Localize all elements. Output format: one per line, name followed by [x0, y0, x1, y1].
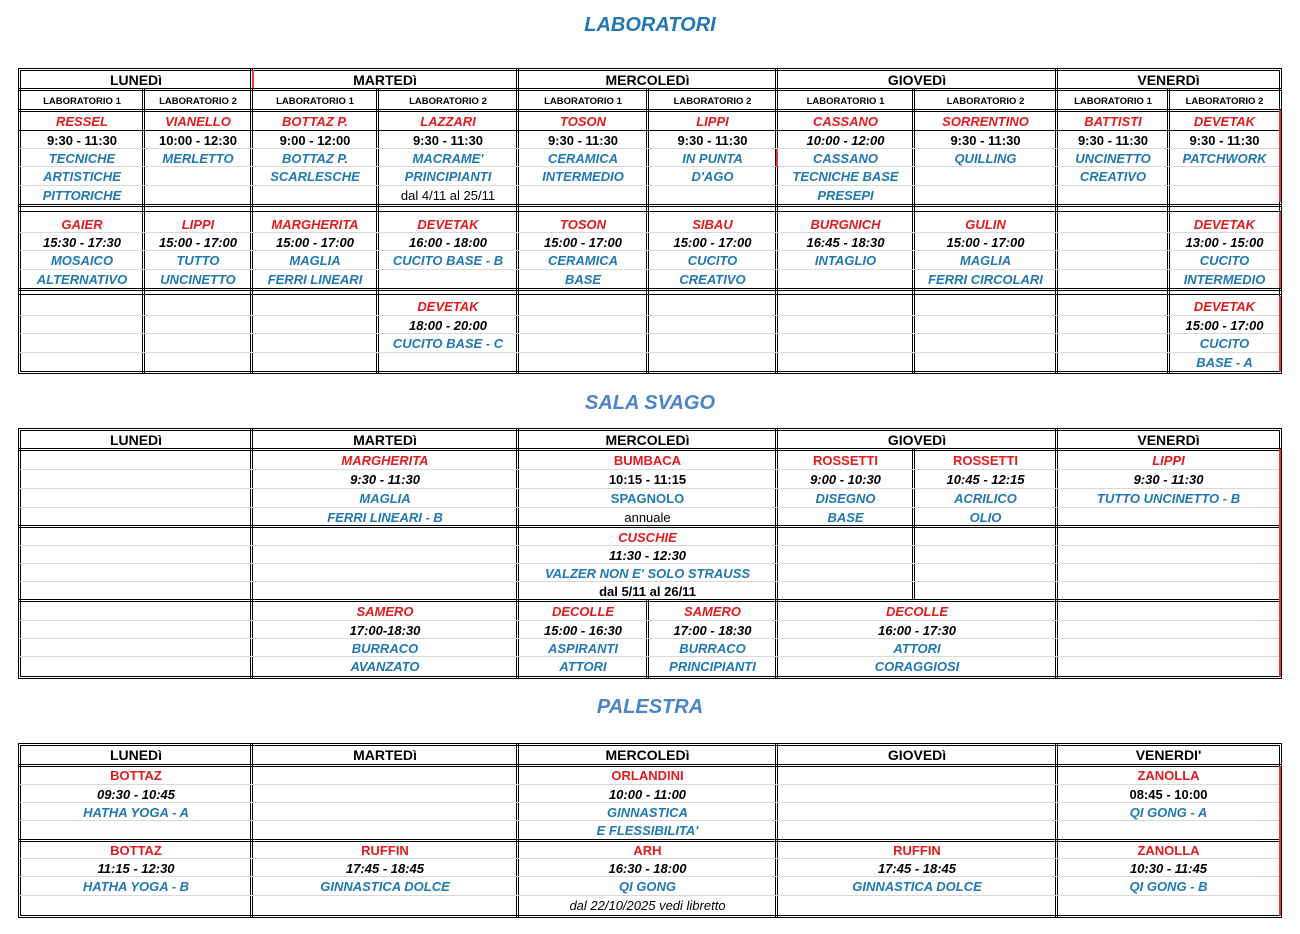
lab-entry: CUCITO — [1199, 252, 1250, 268]
lab-subheader: LABORATORIO 2 — [946, 95, 1025, 107]
lab-entry: 9:30 - 11:30 — [46, 132, 118, 148]
grid-line — [20, 563, 1280, 564]
lab-entry: 15:30 - 17:30 — [42, 234, 122, 250]
grid-line — [775, 743, 778, 918]
lab-entry — [1169, 186, 1280, 205]
lab-entry: 16:45 - 18:30 — [806, 234, 885, 250]
lab-entry: MARGHERITA — [271, 216, 359, 232]
lab-entry: DEVETAK — [1193, 298, 1256, 314]
grid-line — [20, 545, 1280, 546]
lab-entry: BASE - A — [1196, 354, 1253, 370]
grid-line — [18, 109, 1282, 112]
red-edge-mark — [1279, 296, 1281, 372]
grid-line — [18, 839, 1282, 842]
sala-entry: ROSSETTI — [812, 453, 878, 468]
palestra-entry — [1057, 821, 1280, 840]
grid-line — [20, 638, 1280, 639]
sala-entry: ACRILICO — [954, 491, 1017, 506]
lab-entry: CUCITO BASE - C — [392, 335, 504, 351]
lab-entry: DEVETAK — [417, 298, 479, 314]
lab-entry: INTERMEDIO — [542, 168, 624, 184]
lab-entry: BURGNICH — [810, 216, 881, 232]
lab-entry: 13:00 - 15:00 — [1185, 234, 1264, 250]
lab-entry: CASSANO — [812, 113, 878, 129]
lab-subheader: LABORATORIO 2 — [1185, 95, 1264, 107]
day-header-lun: LUNEDì — [109, 431, 163, 448]
sala-entry: VALZER NON E' SOLO STRAUSS — [544, 566, 751, 581]
lab-entry: ARTISTICHE — [43, 168, 121, 184]
palestra-entry: E FLESSIBILITA' — [596, 822, 699, 838]
sala-entry: ATTORI — [559, 659, 607, 674]
palestra-entry: BOTTAZ — [110, 767, 162, 783]
lab-entry: GULIN — [965, 216, 1006, 232]
sala-entry: BURRACO — [351, 641, 419, 656]
lab-entry: 9:30 - 11:30 — [412, 132, 484, 148]
red-edge-mark — [252, 70, 254, 88]
grid-line — [1055, 743, 1058, 918]
sala-entry: SAMERO — [683, 604, 742, 619]
lab-entry: BATTISTI — [1084, 113, 1142, 129]
lab-entry — [1057, 251, 1169, 270]
grid-line — [20, 232, 1280, 233]
lab-entry — [518, 186, 648, 205]
lab-entry — [914, 186, 1057, 205]
lab-entry: SCARLESCHE — [270, 168, 360, 184]
lab-entry: CERAMICA — [547, 252, 619, 268]
lab-entry: IN PUNTA — [682, 150, 743, 166]
lab-subheader: LABORATORIO 2 — [159, 95, 237, 107]
lab-entry: FERRI CIRCOLARI — [928, 271, 1043, 287]
lab-entry: TUTTO — [176, 252, 220, 268]
lab-entry — [1169, 167, 1280, 186]
grid-line — [18, 599, 1282, 602]
sala-entry: 11:30 - 12:30 — [608, 548, 687, 563]
lab-entry: MERLETTO — [162, 150, 234, 166]
grid-line — [18, 130, 1282, 131]
lab-subheader: LABORATORIO 1 — [43, 95, 121, 107]
red-edge-mark — [776, 149, 778, 167]
grid-line — [20, 250, 1280, 251]
lab-subheader: LABORATORIO 1 — [1074, 95, 1152, 107]
palestra-entry: RUFFIN — [361, 842, 409, 858]
sala-entry: 10:45 - 12:15 — [946, 472, 1025, 487]
lab-subheader: LABORATORIO 1 — [806, 95, 885, 107]
lab-entry: 9:30 - 11:30 — [1077, 132, 1149, 148]
sala-entry: DISEGNO — [815, 491, 876, 506]
sala-entry: BURRACO — [679, 641, 746, 656]
lab-entry: PRESEPI — [817, 187, 874, 203]
sala-entry: DECOLLE — [885, 604, 949, 619]
lab-entry — [914, 167, 1057, 186]
palestra-entry: 08:45 - 10:00 — [1129, 786, 1208, 802]
sala-entry: MARGHERITA — [341, 453, 429, 468]
grid-line — [20, 620, 1280, 621]
lab-entry: 9:30 - 11:30 — [547, 132, 619, 148]
grid-line — [20, 784, 1280, 785]
lab-entry: 15:00 - 17:00 — [158, 234, 238, 250]
lab-entry — [144, 167, 252, 186]
day-header-ven2: VENERDI' — [1135, 746, 1202, 763]
grid-line — [20, 820, 1280, 821]
lab-entry: TOSON — [560, 216, 606, 232]
lab-entry — [378, 270, 518, 289]
lab-subheader: LABORATORIO 2 — [673, 95, 752, 107]
sala-entry: 15:00 - 16:30 — [543, 623, 623, 638]
lab-entry: CREATIVO — [1079, 168, 1147, 184]
palestra-entry: ZANOLLA — [1137, 767, 1200, 783]
day-header-gio: GIOVEDì — [887, 71, 947, 88]
lab-entry: INTERMEDIO — [1183, 271, 1266, 287]
grid-line — [18, 764, 1282, 767]
grid-line — [912, 449, 915, 599]
day-header-mer: MERCOLEDì — [605, 71, 690, 88]
lab-entry: BOTTAZ P. — [282, 113, 348, 129]
lab-entry — [648, 186, 777, 205]
lab-entry: 16:00 - 18:00 — [408, 234, 488, 250]
day-header-lun: LUNEDì — [109, 746, 163, 763]
grid-line — [20, 166, 1280, 167]
palestra-entry: 17:45 - 18:45 — [877, 860, 957, 876]
lab-entry: BOTTAZ P. — [282, 150, 348, 166]
lab-entry: 15:00 - 17:00 — [543, 234, 623, 250]
grid-line — [18, 525, 1282, 528]
sala-entry: dal 5/11 al 26/11 — [599, 584, 696, 599]
lab-entry: 10:00 - 12:00 — [806, 132, 885, 148]
sala-entry: DECOLLE — [551, 604, 615, 619]
red-edge-mark — [1279, 449, 1281, 677]
palestra-entry: GINNASTICA DOLCE — [320, 878, 450, 894]
title-laboratori: LABORATORI — [584, 14, 716, 36]
title-palestra: PALESTRA — [596, 696, 704, 718]
day-header-lun: LUNEDì — [109, 71, 163, 88]
lab-entry: 9:30 - 11:30 — [677, 132, 748, 148]
sala-entry: PRINCIPIANTI — [669, 659, 756, 674]
lab-entry: PATCHWORK — [1182, 150, 1267, 166]
lab-entry: 15:00 - 17:00 — [946, 234, 1025, 250]
lab-entry: CUCITO — [1199, 335, 1250, 351]
grid-line — [18, 288, 1282, 291]
sala-entry: ROSSETTI — [952, 453, 1018, 468]
sala-entry: BASE — [827, 510, 864, 525]
lab-entry: VIANELLO — [165, 113, 231, 129]
palestra-entry: GINNASTICA — [607, 804, 688, 820]
palestra-entry: HATHA YOGA - B — [82, 878, 190, 894]
lab-entry: TOSON — [560, 113, 606, 129]
lab-entry: 9:30 - 11:30 — [950, 132, 1021, 148]
grid-line — [20, 333, 1280, 334]
grid-line — [20, 876, 1280, 877]
lab-entry: CUCITO — [687, 252, 738, 268]
grid-line — [18, 204, 1282, 207]
lab-subheader: LABORATORIO 2 — [409, 95, 487, 107]
grid-line — [20, 148, 1280, 149]
grid-line — [18, 88, 1282, 91]
lab-entry: 15:00 - 17:00 — [673, 234, 752, 250]
palestra-entry — [777, 896, 1057, 915]
palestra-entry: QI GONG - B — [1129, 878, 1208, 894]
sala-entry: ASPIRANTI — [547, 641, 619, 656]
lab-entry — [1057, 233, 1169, 252]
sala-entry: SAMERO — [356, 604, 414, 619]
red-edge-mark — [1279, 766, 1281, 916]
palestra-entry: ARH — [633, 842, 662, 858]
lab-entry: 15:00 - 17:00 — [275, 234, 355, 250]
lab-entry: RESSEL — [55, 113, 108, 129]
lab-entry: LAZZARI — [420, 113, 476, 129]
sala-entry: TUTTO UNCINETTO - B — [1096, 491, 1241, 506]
lab-entry: MAGLIA — [959, 252, 1012, 268]
lab-entry: MOSAICO — [50, 252, 114, 268]
palestra-entry — [1057, 896, 1280, 915]
palestra-entry: 17:45 - 18:45 — [345, 860, 425, 876]
sala-entry: 17:00 - 18:30 — [673, 623, 752, 638]
grid-line — [20, 858, 1280, 859]
lab-entry: SIBAU — [692, 216, 733, 232]
lab-entry: UNCINETTO — [160, 271, 236, 287]
lab-entry: 9:00 - 12:00 — [279, 132, 351, 148]
sala-entry: 17:00-18:30 — [349, 623, 421, 638]
lab-entry: LIPPI — [696, 113, 729, 129]
sala-entry: 9:30 - 11:30 — [350, 472, 420, 487]
sala-entry: LIPPI — [1152, 453, 1185, 468]
lab-entry: 9:30 - 11:30 — [1189, 132, 1260, 148]
sala-entry: 9:30 - 11:30 — [1133, 472, 1204, 487]
red-edge-mark — [1279, 110, 1281, 202]
lab-entry — [1057, 215, 1169, 234]
palestra-entry: HATHA YOGA - A — [83, 804, 189, 820]
lab-entry: CASSANO — [812, 150, 878, 166]
lab-entry: UNCINETTO — [1075, 150, 1151, 166]
palestra-entry: ZANOLLA — [1137, 842, 1200, 858]
lab-entry: CUCITO BASE - B — [392, 252, 504, 268]
day-header-mar: MARTEDì — [353, 431, 417, 448]
lab-entry: GAIER — [61, 216, 103, 232]
grid-line — [20, 895, 1280, 896]
lab-entry — [1057, 186, 1169, 205]
day-header-mer: MERCOLEDì — [605, 746, 690, 763]
sala-entry: CUSCHIE — [618, 530, 677, 545]
grid-line — [18, 448, 1282, 451]
sala-entry: AVANZATO — [350, 659, 420, 674]
sala-entry: BUMBACA — [613, 453, 682, 468]
grid-line — [250, 428, 253, 679]
lab-entry: BASE — [564, 271, 602, 287]
grid-line — [1055, 68, 1058, 374]
palestra-entry: 11:15 - 12:30 — [97, 860, 175, 876]
lab-entry — [252, 186, 378, 205]
grid-line — [646, 600, 649, 679]
palestra-entry: 09:30 - 10:45 — [96, 786, 176, 802]
day-header-mar: MARTEDì — [353, 71, 417, 88]
grid-line — [20, 802, 1280, 803]
grid-line — [20, 488, 1280, 489]
day-header-mar: MARTEDì — [353, 746, 417, 763]
lab-entry: TECNICHE BASE — [792, 168, 899, 184]
lab-entry: PITTORICHE — [42, 187, 122, 203]
red-edge-mark — [1279, 212, 1281, 288]
grid-line — [20, 185, 1280, 186]
sala-entry: 9:00 - 10:30 — [810, 472, 881, 487]
grid-line — [20, 269, 1280, 270]
lab-entry: LIPPI — [181, 216, 215, 232]
palestra-entry — [20, 896, 252, 915]
lab-entry: dal 4/11 al 25/11 — [400, 187, 496, 203]
grid-line — [20, 581, 1280, 582]
grid-line — [775, 68, 778, 374]
lab-entry — [777, 270, 914, 289]
lab-entry: 18:00 - 20:00 — [408, 317, 488, 333]
day-header-gio: GIOVEDì — [887, 746, 947, 763]
lab-entry: PRINCIPIANTI — [404, 168, 492, 184]
sala-entry: 16:00 - 17:30 — [877, 623, 957, 638]
lab-entry — [144, 186, 252, 205]
palestra-entry: BOTTAZ — [110, 842, 162, 858]
palestra-entry — [20, 821, 252, 840]
lab-entry: QUILLING — [954, 150, 1017, 166]
sala-entry: annuale — [624, 510, 671, 525]
lab-entry: INTAGLIO — [814, 252, 877, 268]
lab-entry: SORRENTINO — [942, 113, 1029, 129]
palestra-entry: GINNASTICA DOLCE — [852, 878, 982, 894]
grid-line — [516, 428, 519, 679]
grid-line — [20, 469, 1280, 470]
day-header-mer: MERCOLEDì — [605, 431, 690, 448]
lab-entry: MAGLIA — [289, 252, 341, 268]
title-sala-svago: SALA SVAGO — [584, 392, 715, 414]
sala-entry: CORAGGIOSI — [874, 659, 960, 674]
grid-line — [18, 211, 1282, 212]
lab-entry: DEVETAK — [1193, 216, 1256, 232]
palestra-entry: dal 22/10/2025 vedi libretto — [569, 897, 726, 913]
lab-entry: ALTERNATIVO — [36, 271, 128, 287]
lab-entry: MACRAME' — [412, 150, 484, 166]
palestra-entry: 10:30 - 11:45 — [1129, 860, 1208, 876]
grid-line — [18, 294, 1282, 295]
sala-entry: ATTORI — [893, 641, 941, 656]
grid-line — [250, 743, 253, 918]
palestra-entry — [252, 896, 518, 915]
lab-subheader: LABORATORIO 1 — [276, 95, 354, 107]
grid-line — [516, 68, 519, 374]
lab-subheader: LABORATORIO 1 — [544, 95, 622, 107]
day-header-gio: GIOVEDì — [887, 431, 947, 448]
palestra-entry: RUFFIN — [893, 842, 941, 858]
lab-entry: CREATIVO — [679, 271, 746, 287]
lab-entry: 15:00 - 17:00 — [1185, 317, 1264, 333]
sala-entry: MAGLIA — [359, 491, 411, 506]
palestra-entry: QI GONG - A — [1129, 804, 1208, 820]
grid-line — [775, 428, 778, 679]
lab-entry: DEVETAK — [1193, 113, 1256, 129]
day-header-ven: VENERDì — [1137, 431, 1200, 448]
lab-entry: 10:00 - 12:30 — [158, 132, 238, 148]
grid-line — [1055, 428, 1058, 679]
palestra-entry: QI GONG — [618, 878, 677, 894]
lab-entry — [378, 353, 518, 372]
sala-entry: SPAGNOLO — [610, 491, 685, 506]
palestra-entry: ORLANDINI — [611, 767, 684, 783]
sala-entry: 10:15 - 11:15 — [608, 472, 687, 487]
grid-line — [20, 352, 1280, 353]
grid-line — [20, 507, 1280, 508]
lab-entry: D'AGO — [691, 168, 734, 184]
lab-entry: TECNICHE — [48, 150, 116, 166]
lab-entry — [1057, 270, 1169, 289]
lab-entry: CERAMICA — [547, 150, 619, 166]
day-header-ven: VENERDì — [1137, 71, 1200, 88]
lab-entry: FERRI LINEARI — [267, 271, 363, 287]
palestra-entry: 16:30 - 18:00 — [608, 860, 687, 876]
sala-entry: FERRI LINEARI - B — [327, 510, 443, 525]
palestra-entry: 10:00 - 11:00 — [608, 786, 687, 802]
grid-line — [250, 68, 253, 374]
lab-entry: DEVETAK — [417, 216, 479, 232]
sala-entry: OLIO — [969, 510, 1002, 525]
grid-line — [20, 315, 1280, 316]
grid-line — [516, 743, 519, 918]
grid-line — [20, 656, 1280, 657]
